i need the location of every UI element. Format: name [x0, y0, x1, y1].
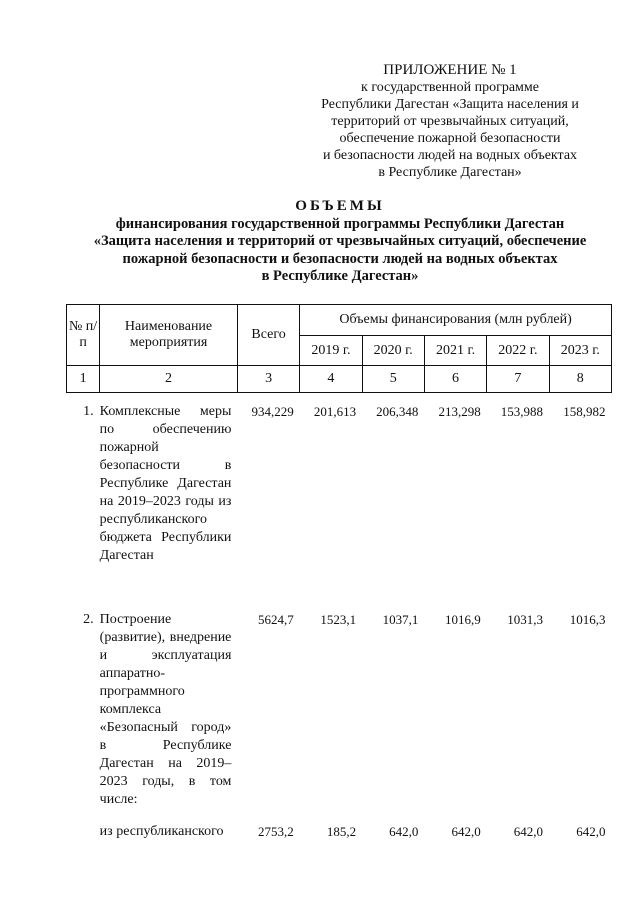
- row-value: 201,613: [313, 403, 357, 419]
- appendix-title: ПРИЛОЖЕНИЕ № 1: [383, 62, 517, 78]
- col-number: 6: [424, 366, 486, 393]
- col-number: 4: [300, 366, 362, 393]
- row-value: 1031,3: [507, 611, 544, 627]
- row-value: 642,0: [389, 823, 419, 839]
- table-row: [67, 403, 612, 611]
- row-value: 1037,1: [382, 611, 419, 627]
- appendix-line: обеспечение пожарной безопасности: [339, 131, 561, 146]
- header-name: Наименование мероприятия: [100, 305, 238, 366]
- row-value: 1523,1: [320, 611, 357, 627]
- appendix-line: Республики Дагестан «Защита населения и: [321, 97, 579, 112]
- header-year: 2021 г.: [424, 336, 486, 366]
- row-num: 1.: [83, 403, 94, 419]
- table-row: [67, 611, 612, 823]
- table-row: [67, 823, 612, 885]
- appendix-line: и безопасности людей на водных объектах: [322, 148, 578, 163]
- row-value: 642,0: [513, 823, 544, 839]
- col-number: 8: [549, 366, 611, 393]
- header-num: № п/п: [67, 305, 100, 366]
- row-value: 206,348: [376, 403, 419, 419]
- title-line: финансирования государственной программы Республики Дагестан: [115, 215, 565, 232]
- col-number: 1: [67, 366, 100, 393]
- row-num: [67, 823, 100, 885]
- header-year: 2022 г.: [487, 336, 549, 366]
- row-name: из республиканского: [99, 823, 224, 839]
- row-value: 5624,7: [257, 611, 294, 627]
- row-value: 1016,9: [444, 611, 481, 627]
- row-name: Построение (развитие), внедрение и эксплуатация аппаратно-программного комплекса «Безопасный город» в Республике Дагестан на 2019–2023 годы, в том числе:: [99, 611, 232, 807]
- row-value: 153,988: [500, 403, 544, 419]
- col-number: 5: [362, 366, 424, 393]
- row-value: 1016,3: [569, 611, 606, 627]
- col-number: 7: [487, 366, 549, 393]
- title-line: пожарной безопасности и безопасности людей на водных объектах: [122, 250, 558, 267]
- title-line: «Защита населения и территорий от чрезвычайных ситуаций, обеспечение: [93, 233, 587, 249]
- header-year: 2020 г.: [362, 336, 424, 366]
- title-main: ОБЪЕМЫ: [295, 198, 385, 214]
- header-year: 2019 г.: [300, 336, 362, 366]
- title-line: в Республике Дагестан»: [261, 268, 419, 284]
- appendix-line: территорий от чрезвычайных ситуаций,: [331, 114, 569, 129]
- appendix-line: в Республике Дагестан»: [378, 165, 522, 180]
- appendix-line: к государственной программе: [361, 80, 539, 95]
- row-value: 2753,2: [257, 823, 294, 839]
- header-total: Всего: [237, 305, 299, 366]
- row-value: 642,0: [576, 823, 606, 839]
- row-num: 2.: [83, 611, 94, 627]
- row-value: 158,982: [563, 403, 606, 419]
- header-group: Объемы финансирования (млн рублей): [300, 305, 612, 336]
- appendix-header: [300, 62, 600, 181]
- row-value: 185,2: [326, 823, 357, 839]
- header-year: 2023 г.: [549, 336, 611, 366]
- col-number: 2: [100, 366, 238, 393]
- document-title: [40, 198, 640, 286]
- row-value: 934,229: [251, 403, 294, 419]
- row-value: 213,298: [438, 403, 481, 419]
- financing-table: [66, 304, 612, 885]
- row-value: 642,0: [451, 823, 481, 839]
- col-number: 3: [237, 366, 299, 393]
- row-name: Комплексные меры по обеспечению пожарной безопасности в Республике Дагестан на 2019–2023 годы из республиканского бюджета Республики Дагестан: [99, 403, 232, 563]
